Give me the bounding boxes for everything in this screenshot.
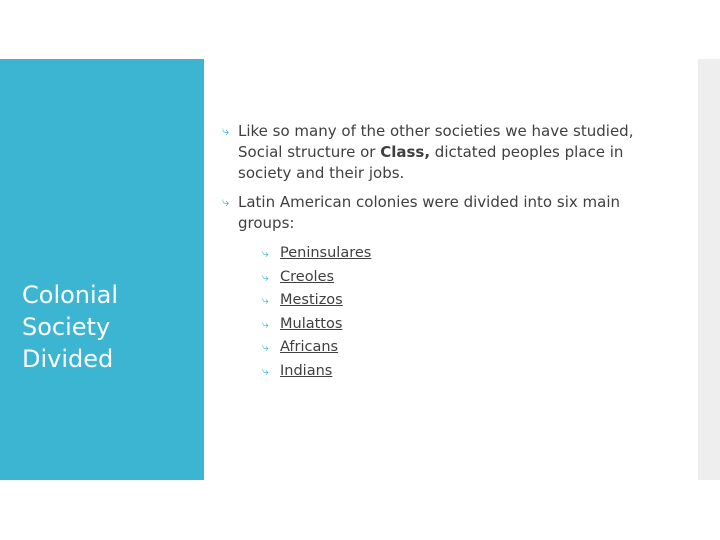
title-line: Society — [22, 313, 111, 341]
curved-arrow-icon: ⤷ — [222, 124, 230, 139]
group-link[interactable]: Mulattos — [280, 315, 343, 332]
curved-arrow-icon: ⤷ — [262, 246, 269, 260]
list-item[interactable] — [222, 360, 662, 384]
curved-arrow-icon: ⤷ — [222, 195, 230, 210]
bullet-item — [222, 192, 662, 234]
list-item[interactable] — [222, 242, 662, 266]
bullet-text: Like so many of the other societies we have studied, Social structure or — [238, 122, 634, 161]
group-link[interactable]: Indians — [280, 362, 333, 379]
group-link[interactable]: Mestizos — [280, 292, 343, 308]
group-link[interactable]: Africans — [280, 339, 339, 355]
group-link[interactable]: Creoles — [280, 268, 335, 285]
bullet-text: dictated peoples place in society and their jobs. — [238, 143, 624, 182]
list-item[interactable] — [222, 266, 662, 290]
slide-content — [222, 121, 662, 383]
list-item[interactable] — [222, 289, 662, 313]
bullet-item — [222, 121, 662, 184]
scrollbar-track[interactable] — [698, 59, 720, 480]
title-line: Colonial — [22, 281, 119, 309]
title-line: Divided — [22, 345, 114, 373]
group-link[interactable]: Peninsulares — [280, 245, 372, 261]
bullet-text: Latin American colonies were divided into six main groups: — [238, 193, 620, 232]
title-panel — [0, 59, 204, 480]
slide-title — [22, 279, 197, 375]
group-list — [222, 242, 662, 383]
curved-arrow-icon: ⤷ — [262, 363, 269, 378]
curved-arrow-icon: ⤷ — [262, 293, 269, 307]
list-item[interactable] — [222, 313, 662, 337]
curved-arrow-icon: ⤷ — [262, 316, 269, 331]
bullet-bold-text: Class, — [380, 143, 431, 161]
curved-arrow-icon: ⤷ — [262, 269, 269, 284]
list-item[interactable] — [222, 336, 662, 360]
curved-arrow-icon: ⤷ — [262, 340, 269, 354]
